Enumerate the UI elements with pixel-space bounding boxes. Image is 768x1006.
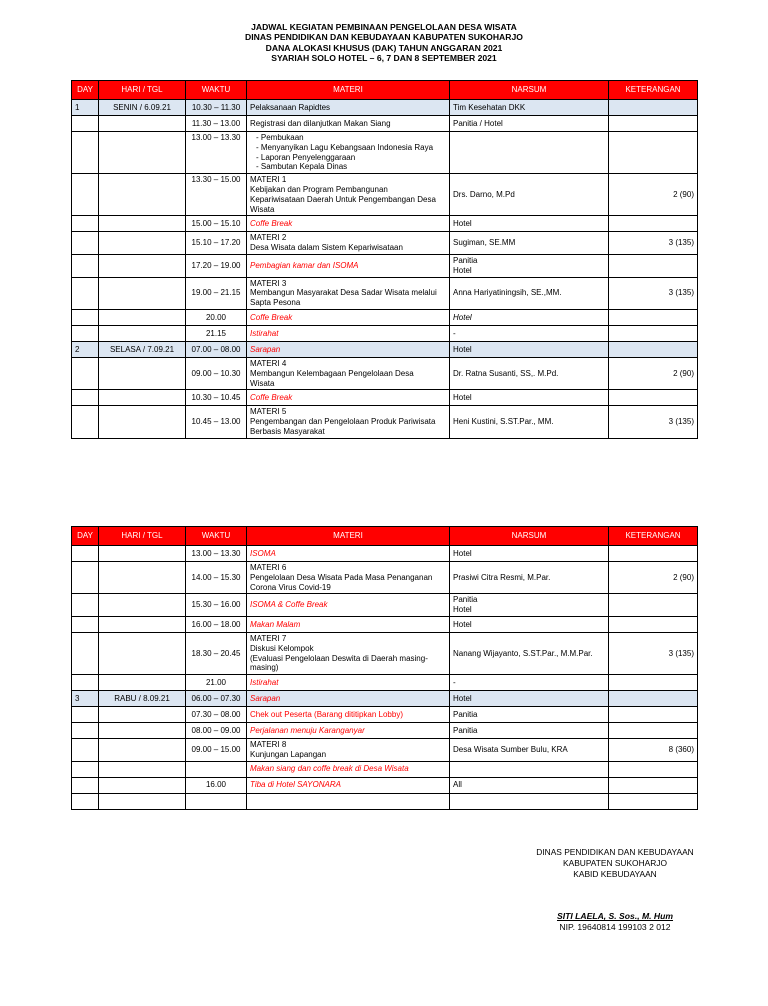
cell-waktu: 09.00 – 10.30 [186,357,247,389]
cell-waktu: 20.00 [186,309,247,325]
narsum-line: Drs. Darno, M.Pd [453,189,515,199]
table-row [72,723,698,739]
cell-waktu: 16.00 – 18.00 [186,616,247,632]
cell-keterangan: 3 (135) [609,406,698,438]
table-row [72,675,698,691]
cell-keterangan [609,100,698,116]
cell-waktu: 06.00 – 07.30 [186,691,247,707]
cell-materi [247,594,450,617]
cell-keterangan [609,216,698,232]
materi-line: Wisata [250,204,275,214]
cell-materi [247,254,450,277]
materi-line: Desa Wisata dalam Sistem Kepariwisataan [250,243,403,253]
narsum-line: Panitia [453,255,478,265]
materi-line: Sapta Pesona [250,298,301,308]
schedule-table-2 [71,526,698,810]
narsum-line: Hotel [453,392,472,402]
cell-hari [99,632,186,674]
cell-day [72,309,99,325]
table-header-row [72,527,698,546]
materi-line: MATERI 1 [250,175,287,185]
cell-materi [247,390,450,406]
cell-materi [247,562,450,594]
materi-line: Coffe Break [250,218,293,228]
cell-narsum [450,793,609,809]
signature-regency: KABUPATEN SUKOHARJO [563,857,667,868]
cell-keterangan [609,691,698,707]
cell-keterangan [609,254,698,277]
header-waktu: WAKTU [186,81,247,100]
cell-narsum [450,739,609,762]
cell-keterangan: 8 (360) [609,739,698,762]
cell-waktu: 07.00 – 08.00 [186,341,247,357]
cell-waktu: 21.15 [186,325,247,341]
cell-narsum [450,675,609,691]
table-row [72,132,698,174]
cell-hari [99,761,186,777]
materi-line: Berbasis Masyarakat [250,426,325,436]
table-row [72,406,698,438]
materi-line: Pembagian kamar dan ISOMA [250,260,359,270]
cell-day [72,793,99,809]
cell-waktu: 15.10 – 17.20 [186,232,247,255]
agenda-item: - Sambutan Kepala Dinas [256,162,446,172]
header-materi: MATERI [247,81,450,100]
cell-keterangan [609,390,698,406]
header-day: DAY [72,527,99,546]
cell-narsum [450,216,609,232]
cell-waktu: 10.30 – 11.30 [186,100,247,116]
materi-line: Membangun Kelembagaan Pengelolaan Desa [250,368,414,378]
table-row [72,691,698,707]
cell-hari [99,116,186,132]
header-hari: HARI / TGL [99,527,186,546]
table-row [72,594,698,617]
cell-waktu: 10.30 – 10.45 [186,390,247,406]
cell-day [72,174,99,216]
cell-hari [99,723,186,739]
cell-keterangan [609,761,698,777]
table-row [72,116,698,132]
title-line-3: DANA ALOKASI KHUSUS (DAK) TAHUN ANGGARAN 2021 [265,42,503,53]
cell-hari: SENIN / 6.09.21 [99,100,186,116]
cell-keterangan: 3 (135) [609,232,698,255]
cell-materi [247,132,450,174]
table-header-row [72,81,698,100]
cell-waktu: 13.30 – 15.00 [186,174,247,216]
cell-day [72,761,99,777]
cell-materi [247,761,450,777]
table-row [72,254,698,277]
narsum-line: Hotel [453,619,472,629]
cell-day [72,675,99,691]
narsum-line: Panitia [453,709,478,719]
cell-narsum [450,232,609,255]
header-keterangan: KETERANGAN [609,81,698,100]
cell-keterangan: 2 (90) [609,357,698,389]
cell-day [72,777,99,793]
cell-materi [247,777,450,793]
narsum-line: All [453,780,462,790]
table-row [72,707,698,723]
cell-hari [99,793,186,809]
cell-day: 3 [72,691,99,707]
materi-line: Kepariwisataan Daerah Untuk Pengembangan Desa [250,194,436,204]
cell-narsum [450,390,609,406]
header-waktu: WAKTU [186,527,247,546]
signature-institution: DINAS PENDIDIKAN DAN KEBUDAYAAN [536,847,694,857]
materi-line: Pengelolaan Desa Wisata Pada Masa Penanganan [250,572,433,582]
cell-waktu: 08.00 – 09.00 [186,723,247,739]
cell-day [72,723,99,739]
cell-keterangan [609,341,698,357]
cell-day [72,216,99,232]
materi-line: Chek out Peserta (Barang dititipkan Lobby) [250,709,403,719]
materi-line: Istirahat [250,328,279,338]
materi-line: MATERI 5 [250,407,287,417]
cell-hari: RABU / 8.09.21 [99,691,186,707]
materi-line: Perjalanan menuju Karanganyar [250,725,365,735]
narsum-line: Sugiman, SE.MM [453,238,516,248]
cell-narsum [450,277,609,309]
cell-day: 1 [72,100,99,116]
cell-hari [99,325,186,341]
materi-line: Diskusi Kelompok [250,643,314,653]
narsum-line: Tim Kesehatan DKK [453,102,526,112]
cell-day [72,616,99,632]
table-row [72,390,698,406]
materi-line: Istirahat [250,677,279,687]
narsum-line: - [453,328,456,338]
cell-narsum [450,341,609,357]
title-line-2: DINAS PENDIDIKAN DAN KEBUDAYAAN KABUPATEN SUKOHARJO [245,32,523,43]
cell-narsum [450,777,609,793]
cell-materi [247,616,450,632]
signature-block [520,847,710,879]
cell-day [72,562,99,594]
cell-materi [247,707,450,723]
agenda-item: - Menyanyikan Lagu Kebangsaan Indonesia Raya [256,143,446,153]
narsum-line: Hotel [453,265,472,275]
cell-keterangan [609,793,698,809]
cell-narsum [450,723,609,739]
cell-day [72,594,99,617]
cell-materi [247,309,450,325]
signatory-name: SITI LAELA, S. Sos., M. Hum [556,911,674,921]
table-row [72,632,698,674]
signatory [520,911,710,933]
cell-waktu: 16.00 [186,777,247,793]
header-narsum: NARSUM [450,527,609,546]
table-row [72,777,698,793]
cell-waktu: 09.00 – 15.00 [186,739,247,762]
materi-line: Coffe Break [250,312,293,322]
cell-materi [247,100,450,116]
cell-day [72,132,99,174]
cell-hari [99,390,186,406]
cell-waktu: 17.20 – 19.00 [186,254,247,277]
materi-line: Makan siang dan coffe break di Desa Wisata [250,764,409,774]
narsum-line: Dr. Ratna Susanti, SS,. M.Pd. [453,368,559,378]
table-row [72,341,698,357]
cell-materi [247,691,450,707]
agenda-item: - Pembukaan [256,133,446,143]
cell-waktu: 15.30 – 16.00 [186,594,247,617]
cell-narsum [450,406,609,438]
cell-materi [247,406,450,438]
table-row [72,325,698,341]
cell-narsum [450,562,609,594]
cell-keterangan [609,777,698,793]
header-day: DAY [72,81,99,100]
cell-waktu: 14.00 – 15.30 [186,562,247,594]
cell-waktu: 15.00 – 15.10 [186,216,247,232]
cell-hari: SELASA / 7.09.21 [99,341,186,357]
cell-keterangan: 2 (90) [609,174,698,216]
cell-day [72,254,99,277]
cell-hari [99,546,186,562]
title-line-4: SYARIAH SOLO HOTEL – 6, 7 DAN 8 SEPTEMBER 2021 [271,53,497,64]
materi-line: (Evaluasi Pengelolaan Deswita di Daerah masing- [250,653,428,663]
title-line-1: JADWAL KEGIATAN PEMBINAAN PENGELOLAAN DESA WISATA [251,22,517,32]
cell-materi [247,116,450,132]
narsum-line: Hotel [453,344,472,354]
cell-materi [247,793,450,809]
cell-day [72,546,99,562]
table-row [72,309,698,325]
materi-line: Kebijakan dan Program Pembangunan [250,184,388,194]
cell-narsum [450,546,609,562]
header-materi: MATERI [247,527,450,546]
cell-narsum [450,632,609,674]
cell-materi [247,739,450,762]
materi-line: Pengembangan dan Pengelolaan Produk Pariwisata [250,417,436,427]
materi-line: Sarapan [250,344,281,354]
cell-materi [247,341,450,357]
cell-day: 2 [72,341,99,357]
header-narsum: NARSUM [450,81,609,100]
narsum-line: Hotel [453,312,472,322]
narsum-line: Hotel [453,218,472,228]
materi-line: Coffe Break [250,392,293,402]
cell-hari [99,309,186,325]
materi-line: Membangun Masyarakat Desa Sadar Wisata melalui [250,288,437,298]
cell-day [72,232,99,255]
cell-materi [247,277,450,309]
narsum-line: Hotel [453,605,472,615]
cell-waktu: 07.30 – 08.00 [186,707,247,723]
cell-keterangan [609,723,698,739]
cell-waktu: 13.00 – 13.30 [186,546,247,562]
cell-hari [99,132,186,174]
opening-agenda-list [250,133,446,172]
table-row [72,793,698,809]
table-row [72,277,698,309]
narsum-line: Desa Wisata Sumber Bulu, KRA [453,745,568,755]
narsum-line: Nanang Wijayanto, S.ST.Par., M.M.Par. [453,648,593,658]
cell-narsum [450,132,609,174]
cell-materi [247,325,450,341]
cell-keterangan: 3 (135) [609,632,698,674]
cell-narsum [450,174,609,216]
cell-hari [99,357,186,389]
cell-day [72,739,99,762]
cell-day [72,277,99,309]
materi-line: ISOMA & Coffe Break [250,600,328,610]
cell-waktu: 10.45 – 13.00 [186,406,247,438]
cell-keterangan [609,309,698,325]
cell-narsum [450,254,609,277]
cell-materi [247,357,450,389]
agenda-item: - Laporan Penyelenggaraan [256,153,446,163]
cell-waktu: 11.30 – 13.00 [186,116,247,132]
cell-hari [99,675,186,691]
cell-narsum [450,325,609,341]
cell-hari [99,739,186,762]
cell-materi [247,546,450,562]
table-row [72,546,698,562]
table-row [72,216,698,232]
materi-line: Corona Virus Covid-19 [250,582,331,592]
narsum-line: Panitia [453,725,478,735]
signature-position: KABID KEBUDAYAAN [573,868,657,879]
materi-line: MATERI 3 [250,278,287,288]
materi-line: MATERI 6 [250,563,287,572]
cell-keterangan [609,675,698,691]
cell-day [72,632,99,674]
cell-materi [247,675,450,691]
narsum-line: Hotel [453,693,472,703]
cell-narsum [450,691,609,707]
cell-hari [99,594,186,617]
cell-day [72,406,99,438]
table-row [72,761,698,777]
cell-narsum [450,100,609,116]
cell-hari [99,777,186,793]
cell-narsum [450,594,609,617]
cell-keterangan [609,616,698,632]
cell-day [72,707,99,723]
cell-keterangan [609,116,698,132]
narsum-line: Panitia [453,595,478,605]
table-row [72,616,698,632]
table-row [72,739,698,762]
table-row [72,174,698,216]
cell-materi [247,723,450,739]
materi-line: Pelaksanaan Rapidtes [250,102,331,112]
cell-narsum [450,116,609,132]
cell-keterangan [609,594,698,617]
signatory-nip: NIP. 19640814 199103 2 012 [559,921,671,932]
schedule-table-1 [71,80,698,439]
cell-keterangan [609,546,698,562]
cell-materi [247,232,450,255]
table-row [72,357,698,389]
cell-hari [99,562,186,594]
narsum-line: Hotel [453,548,472,558]
materi-line: ISOMA [250,548,276,558]
cell-materi [247,174,450,216]
cell-hari [99,232,186,255]
cell-hari [99,616,186,632]
materi-line: Makan Malam [250,619,301,629]
materi-line: MATERI 2 [250,233,287,243]
cell-waktu: 19.00 – 21.15 [186,277,247,309]
cell-waktu: 18.30 – 20.45 [186,632,247,674]
cell-hari [99,174,186,216]
cell-day [72,116,99,132]
cell-waktu: 13.00 – 13.30 [186,132,247,174]
materi-line: masing) [250,663,279,673]
cell-narsum [450,707,609,723]
cell-hari [99,254,186,277]
header-hari: HARI / TGL [99,81,186,100]
cell-materi [247,632,450,674]
table-row [72,232,698,255]
materi-line: Wisata [250,378,275,388]
narsum-line: - [453,677,456,687]
cell-narsum [450,357,609,389]
materi-line [250,796,446,806]
cell-day [72,325,99,341]
cell-keterangan: 2 (90) [609,562,698,594]
cell-narsum [450,309,609,325]
narsum-line: Anna Hariyatiningsih, SE.,MM. [453,288,562,298]
cell-hari [99,707,186,723]
materi-line: Sarapan [250,693,281,703]
materi-line: Kunjungan Lapangan [250,749,327,759]
cell-waktu [186,761,247,777]
cell-day [72,357,99,389]
cell-waktu: 21.00 [186,675,247,691]
document-title [0,22,768,64]
cell-keterangan: 3 (135) [609,277,698,309]
cell-materi [247,216,450,232]
cell-keterangan [609,707,698,723]
materi-line: Tiba di Hotel SAYONARA [250,780,341,790]
materi-line: Registrasi dan dilanjutkan Makan Siang [250,118,391,128]
narsum-line: Panitia / Hotel [453,118,503,128]
cell-hari [99,406,186,438]
cell-narsum [450,616,609,632]
materi-line: MATERI 8 [250,740,287,750]
cell-waktu [186,793,247,809]
materi-line: MATERI 4 [250,358,287,368]
cell-keterangan [609,132,698,174]
table-row [72,100,698,116]
narsum-line: Heni Kustini, S.ST.Par., MM. [453,417,554,427]
cell-hari [99,216,186,232]
cell-keterangan [609,325,698,341]
cell-day [72,390,99,406]
narsum-line: Prasiwi Citra Resmi, M.Par. [453,572,551,582]
cell-hari [99,277,186,309]
cell-narsum [450,761,609,777]
header-keterangan: KETERANGAN [609,527,698,546]
table-row [72,562,698,594]
materi-line: MATERI 7 [250,633,287,643]
